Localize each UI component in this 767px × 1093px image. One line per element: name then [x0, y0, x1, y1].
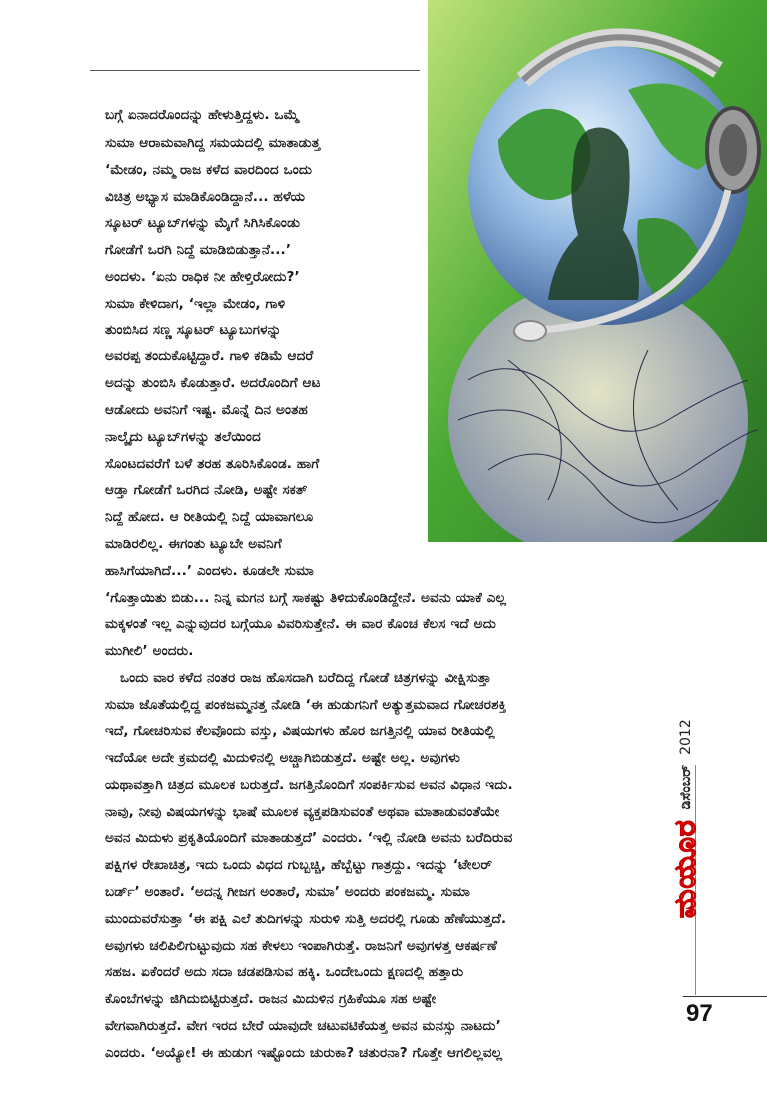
top-rule	[90, 70, 420, 71]
article-line: ಆಡೋದು ಅವನಿಗೆ ಇಷ್ಟ. ಮೊನ್ನೆ ದಿನ ಅಂತಹ	[105, 402, 308, 418]
article-line: ತುಂಬಿಸಿದ ಸಣ್ಣ ಸ್ಕೂಟರ್ ಟ್ಯೂಬುಗಳನ್ನು	[105, 322, 282, 338]
article-line: ಗೋಡೆಗೆ ಒರಗಿ ನಿದ್ದೆ ಮಾಡಿಬಿಡುತ್ತಾನೆ...’	[105, 242, 292, 258]
article-line: ಮುಂದುವರೆಸುತ್ತಾ ‘ಈ ಪಕ್ಷಿ ಎಲೆ ತುದಿಗಳನ್ನು ಸುರುಳಿ ಸುತ್ತಿ ಅದರಲ್ಲಿ ಗೂಡು ಹೆಣೆಯುತ್ತದೆ.	[105, 911, 507, 927]
article-line: ಬಗ್ಗೆ ಏನಾದರೊಂದನ್ನು ಹೇಳುತ್ತಿದ್ದಳು. ಒಮ್ಮೆ	[105, 107, 300, 123]
bottom-rule	[683, 996, 767, 997]
article-line: ಯಥಾವತ್ತಾಗಿ ಚಿತ್ರದ ಮೂಲಕ ಬರುತ್ತದೆ. ಜಗತ್ತಿನೊಂದಿಗೆ ಸಂಪರ್ಕಿಸುವ ಅವನ ವಿಧಾನ ಇದು.	[105, 777, 513, 793]
article-line: ಬರ್ಡ್’ ಅಂತಾರೆ. ‘ಅದನ್ನ ಗೀಜಗ ಅಂತಾರೆ, ಸುಮಾ’ ಅಂದರು ಪಂಕಜಮ್ಮ. ಸುಮಾ	[105, 884, 471, 900]
article-line: ಸುಮಾ ಆರಾಮವಾಗಿದ್ದ ಸಮಯದಲ್ಲಿ ಮಾತಾಡುತ್ತ	[105, 135, 321, 151]
article-line: ಇದೆ, ಗೋಚರಿಸುವ ಕೆಲವೊಂದು ವಸ್ತು, ವಿಷಯಗಳು ಹೊರ ಜಗತ್ತಿನಲ್ಲಿ ಯಾವ ರೀತಿಯಲ್ಲಿ	[105, 723, 495, 739]
article-line: ‘ಗೊತ್ತಾಯಿತು ಬಿಡು... ನಿನ್ನ ಮಗನ ಬಗ್ಗೆ ಸಾಕಷ್ಟು ತಿಳಿದುಕೊಂಡಿದ್ದೇನೆ. ಅವನು ಯಾಕೆ ಎಲ್ಲ	[105, 590, 507, 606]
article-line: ಪಕ್ಷಿಗಳ ರೇಖಾಚಿತ್ರ, ಇದು ಒಂದು ವಿಧದ ಗುಬ್ಬಚ್ಚಿ, ಹೆಬ್ಬೆಟ್ಟು ಗಾತ್ರದ್ದು. ಇದನ್ನು ‘ಟೇಲರ್	[105, 857, 493, 873]
article-line: ಅವುಗಳು ಚಲಿಪಿಲಿಗುಟ್ಟುವುದು ಸಹ ಕೇಳಲು ಇಂಪಾಗಿರುತ್ತೆ. ರಾಜನಿಗೆ ಅವುಗಳತ್ತ ಆಕರ್ಷಣೆ	[105, 938, 497, 954]
article-line: ಅಂದಳು. ‘ಏನು ರಾಧಿಕ ನೀ ಹೇಳ್ತಿರೋದು?’	[105, 269, 300, 285]
article-line: ಅವರಪ್ಪ ತಂದುಕೊಟ್ಟಿದ್ದಾರೆ. ಗಾಳಿ ಕಡಿಮೆ ಆದರೆ	[105, 348, 314, 364]
magazine-name: ಮಯೂರ	[668, 819, 703, 918]
article-line: ವೇಗವಾಗಿರುತ್ತದೆ. ವೇಗ ಇರದ ಬೇರೆ ಯಾವುದೇ ಚಟುವಟಿಕೆಯತ್ತ ಅವನ ಮನಸ್ಸು ನಾಟದು’	[105, 1018, 501, 1034]
article-line: ಅವನ ಮಿದುಳು ಪ್ರಕೃತಿಯೊಂದಿಗೆ ಮಾತಾಡುತ್ತದೆ’ ಎಂದರು. ‘ಇಲ್ಲಿ ನೋಡಿ ಅವನು ಬರೆದಿರುವ	[105, 830, 513, 846]
article-line: ಇದೆಯೋ ಅದೇ ಕ್ರಮದಲ್ಲಿ ಮಿದುಳಿನಲ್ಲಿ ಅಚ್ಚಾಗಿಬಿಡುತ್ತದೆ. ಅಷ್ಟೇ ಅಲ್ಲ. ಅವುಗಳು	[105, 750, 460, 766]
article-line: ಸೊಂಟದವರೆಗೆ ಬಳೆ ತರಹ ತೂರಿಸಿಕೊಂಡ. ಹಾಗೆ	[105, 456, 320, 472]
article-line: ಸಹಜ. ಏಕೆಂದರೆ ಅದು ಸದಾ ಚಡಪಡಿಸುವ ಹಕ್ಕಿ. ಒಂದೇಒಂದು ಕ್ಷಣದಲ್ಲಿ ಹತ್ತಾರು	[105, 964, 464, 980]
article-line: ‘ಮೇಡಂ, ನಮ್ಮ ರಾಜ ಕಳೆದ ವಾರದಿಂದ ಒಂದು	[105, 162, 313, 178]
page-number: 97	[686, 1000, 713, 1027]
article-line: ಮಾಡಿರಲಿಲ್ಲ. ಈಗಂತು ಟ್ಯೂಬೇ ಅವನಿಗೆ	[105, 536, 282, 552]
article-line: ಆಡ್ತಾ ಗೋಡೆಗೆ ಒರಗಿದ ನೋಡಿ, ಅಷ್ಟೇ ಸಕತ್	[105, 482, 308, 498]
article-line: ಸುಮಾ ಜೊತೆಯಲ್ಲಿದ್ದ ಪಂಕಜಮ್ಮನತ್ತ ನೋಡಿ ‘ಈ ಹುಡುಗನಿಗೆ ಅತ್ಯುತ್ತಮವಾದ ಗೋಚರಶಕ್ತಿ	[105, 697, 507, 713]
headset-globe-illustration	[428, 0, 767, 542]
issue-label	[668, 719, 703, 918]
article-line: ಸುಮಾ ಕೇಳಿದಾಗ, ‘ಇಲ್ಲಾ ಮೇಡಂ, ಗಾಳಿ	[105, 296, 286, 312]
article-line: ನಾಲ್ಕೈದು ಟ್ಯೂಬ್‌ಗಳನ್ನು ತಲೆಯಿಂದ	[105, 429, 261, 445]
article-line: ನಾವು, ನೀವು ವಿಷಯಗಳನ್ನು ಭಾಷೆ ಮೂಲಕ ವ್ಯಕ್ತಪಡಿಸುವಂತೆ ಅಥವಾ ಮಾತಾಡುವಂತೆಯೇ	[105, 804, 500, 820]
article-line: ಅದನ್ನು ತುಂಬಿಸಿ ಕೊಡುತ್ತಾರೆ. ಅದರೊಂದಿಗೆ ಆಟ	[105, 375, 321, 391]
article-line: ಮಕ್ಕಳಂತೆ ಇಲ್ಲ ಎನ್ನುವುದರ ಬಗ್ಗೆಯೂ ವಿವರಿಸುತ್ತೇನೆ. ಈ ವಾರ ಕೊಂಚ ಕೆಲಸ ಇದೆ ಅದು	[105, 616, 496, 632]
article-line: ನಿದ್ದೆ ಹೋದ. ಆ ರೀತಿಯಲ್ಲಿ ನಿದ್ದೆ ಯಾವಾಗಲೂ	[105, 509, 314, 525]
article-line: ಎಂದರು. ‘ಅಯ್ಯೋ! ಈ ಹುಡುಗ ಇಷ್ಟೊಂದು ಚುರುಕಾ? ಚತುರನಾ? ಗೊತ್ತೇ ಆಗಲಿಲ್ಲವಲ್ಲ	[105, 1045, 503, 1061]
article-line: ಹಾಸಿಗೆಯಾಗಿದೆ...’ ಎಂದಳು. ಕೂಡಲೇ ಸುಮಾ	[105, 563, 314, 579]
issue-month: ಡಿಸೆಂಬರ್	[677, 764, 694, 810]
article-line: ಒಂದು ವಾರ ಕಳೆದ ನಂತರ ರಾಜ ಹೊಸದಾಗಿ ಬರೆದಿದ್ದ ಗೋಡೆ ಚಿತ್ರಗಳನ್ನು ವೀಕ್ಷಿಸುತ್ತಾ	[120, 670, 492, 686]
article-line: ಮುಗೀಲಿ’ ಅಂದರು.	[105, 643, 194, 659]
issue-year: 2012	[677, 719, 694, 755]
article-line: ಸ್ಕೂಟರ್ ಟ್ಯೂಬ್‌ಗಳನ್ನು ಮೈಗೆ ಸಿಗಿಸಿಕೊಂಡು	[105, 215, 301, 231]
article-line: ಕೊಂಬೆಗಳನ್ನು ಜಿಗಿದುಬಿಟ್ಟಿರುತ್ತದೆ. ರಾಜನ ಮಿದುಳಿನ ಗ್ರಹಿಕೆಯೂ ಸಹ ಅಷ್ಟೇ	[105, 991, 437, 1007]
article-line: ವಿಚಿತ್ರ ಅಭ್ಯಾಸ ಮಾಡಿಕೊಂಡಿದ್ದಾನೆ... ಹಳೆಯ	[105, 189, 306, 205]
